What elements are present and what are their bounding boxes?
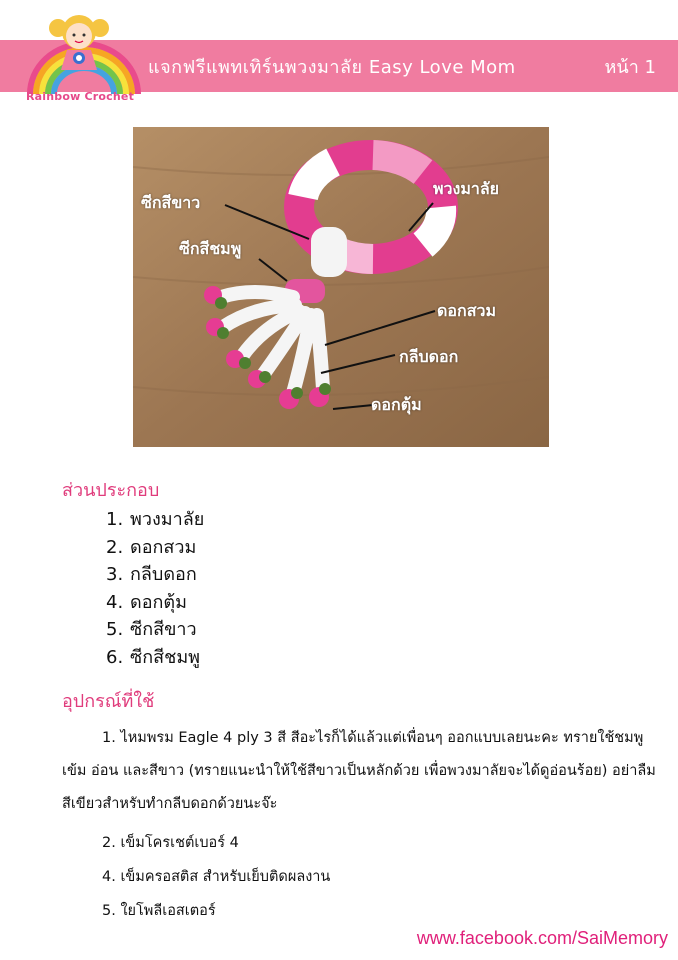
list-item: 6. ซีกสีชมพู (106, 646, 201, 668)
label-garland: พวงมาลัย (433, 179, 500, 198)
garland-photo (133, 127, 549, 447)
list-item: 1. พวงมาลัย (106, 509, 205, 530)
list-item: 2. ดอกสวม (106, 536, 197, 558)
page-title: แจกฟรีแพทเทิร์นพวงมาลัย Easy Love Mom (148, 57, 516, 78)
facebook-link[interactable]: www.facebook.com/SaiMemory (416, 928, 668, 948)
parts-list (106, 506, 204, 671)
materials-item-2: 2. เข็มโครเชต์เบอร์ 4 (102, 835, 239, 851)
label-white-sheath: ซีกสีขาว (141, 193, 201, 212)
materials-heading: อุปกรณ์ที่ใช้ (62, 691, 155, 712)
list-item: 4. ดอกตุ้ม (106, 591, 187, 613)
materials-paragraph: 1. ไหมพรม Eagle 4 ply 3 สี สีอะไรก็ได้แล้วแต่เพื่อนๆ ออกแบบเลยนะคะ ทรายใช้ชมพูเข้ม อ่อน และสีขาว (ทรายแนะนำให้ใช้สีขาวเป็นหลักด้วย เพื่อพวงมาลัยจะได้ดูอ่อนร้อย) อย่าลืมสีเขียวสำหรับทำกลีบดอกด้วยนะจ๊ะ (62, 730, 656, 812)
materials-item-5: 5. ใยโพลีเอสเตอร์ (102, 903, 216, 919)
logo-text: Rainbow Crochet (26, 90, 135, 103)
list-item: 3. กลีบดอก (106, 564, 197, 585)
page-number: หน้า 1 (604, 57, 656, 78)
label-tassel-flower: ดอกตุ้ม (371, 395, 422, 414)
label-petal: กลีบดอก (399, 347, 459, 366)
label-pink-sheath: ซีกสีชมพู (179, 239, 242, 258)
materials-item-4: 4. เข็มครอสติส สำหรับเย็บติดผลงาน (102, 869, 331, 885)
parts-heading: ส่วนประกอบ (62, 480, 160, 501)
label-stem-flower: ดอกสวม (437, 301, 496, 320)
list-item: 5. ซีกสีขาว (106, 619, 197, 640)
